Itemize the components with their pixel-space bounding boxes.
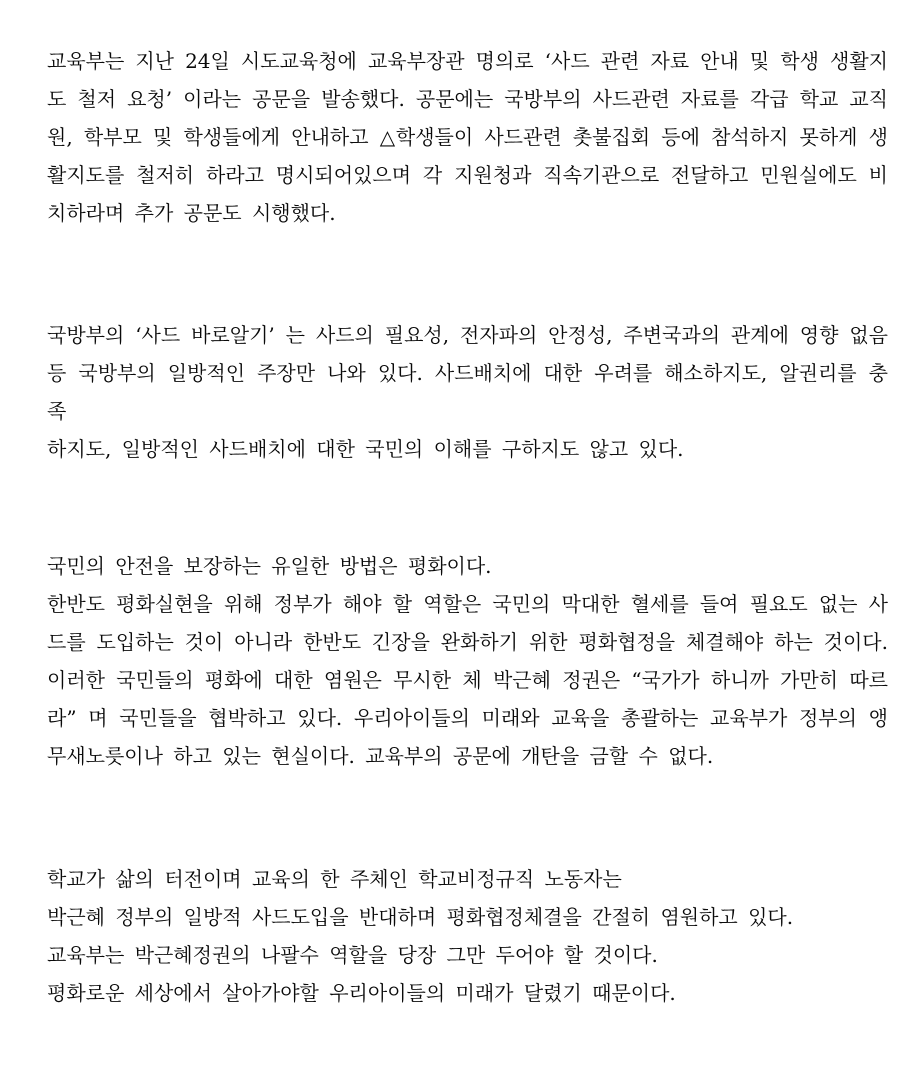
paragraph-defense-ministry-material xyxy=(47,316,888,468)
text-line: 무새노릇이나 하고 있는 현실이다. 교육부의 공문에 개탄을 금할 수 없다. xyxy=(47,744,714,768)
text-line: 라” 며 국민들을 협박하고 있다. 우리아이들의 미래와 교육을 총괄하는 교육부가 정부의 앵 xyxy=(47,706,888,730)
text-line: 등 국방부의 일방적인 주장만 나와 있다. 사드배치에 대한 우려를 해소하지도, 알권리를 충족 xyxy=(47,361,888,423)
text-line: 평화로운 세상에서 살아가야할 우리아이들의 미래가 달렸기 때문이다. xyxy=(47,981,676,1005)
text-line: 치하라며 추가 공문도 시행했다. xyxy=(47,201,336,225)
text-line: 국민의 안전을 보장하는 유일한 방법은 평화이다. xyxy=(47,554,492,578)
paragraph-peace-argument xyxy=(47,547,888,775)
text-line: 하지도, 일방적인 사드배치에 대한 국민의 이해를 구하지도 않고 있다. xyxy=(47,437,684,461)
paragraph-education-ministry-notice xyxy=(47,42,888,232)
text-line: 이러한 국민들의 평화에 대한 염원은 무시한 체 박근혜 정권은 “국가가 하니까 가만히 따르 xyxy=(47,668,888,692)
text-line: 한반도 평화실현을 위해 정부가 해야 할 역할은 국민의 막대한 혈세를 들여 필요도 없는 사 xyxy=(47,592,888,616)
text-line: 도 철저 요청’ 이라는 공문을 발송했다. 공문에는 국방부의 사드관련 자료를 각급 학교 교직 xyxy=(47,87,888,111)
text-line: 드를 도입하는 것이 아니라 한반도 긴장을 완화하기 위한 평화협정을 체결해야 하는 것이다. xyxy=(47,630,888,654)
paragraph-workers-statement xyxy=(47,860,888,1012)
text-line: 활지도를 철저히 하라고 명시되어있으며 각 지원청과 직속기관으로 전달하고 민원실에도 비 xyxy=(47,163,888,187)
text-line: 교육부는 지난 24일 시도교육청에 교육부장관 명의로 ‘사드 관련 자료 안내 및 학생 생활지 xyxy=(47,49,888,73)
text-line: 교육부는 박근혜정권의 나팔수 역할을 당장 그만 두어야 할 것이다. xyxy=(47,943,658,967)
text-line: 원, 학부모 및 학생들에게 안내하고 △학생들이 사드관련 촛불집회 등에 참석하지 못하게 생 xyxy=(47,125,888,149)
text-line: 박근혜 정부의 일방적 사드도입을 반대하며 평화협정체결을 간절히 염원하고 있다. xyxy=(47,905,794,929)
text-line: 학교가 삶의 터전이며 교육의 한 주체인 학교비정규직 노동자는 xyxy=(47,867,622,891)
text-line: 국방부의 ‘사드 바로알기’ 는 사드의 필요성, 전자파의 안정성, 주변국과의 관계에 영향 없음 xyxy=(47,323,888,347)
